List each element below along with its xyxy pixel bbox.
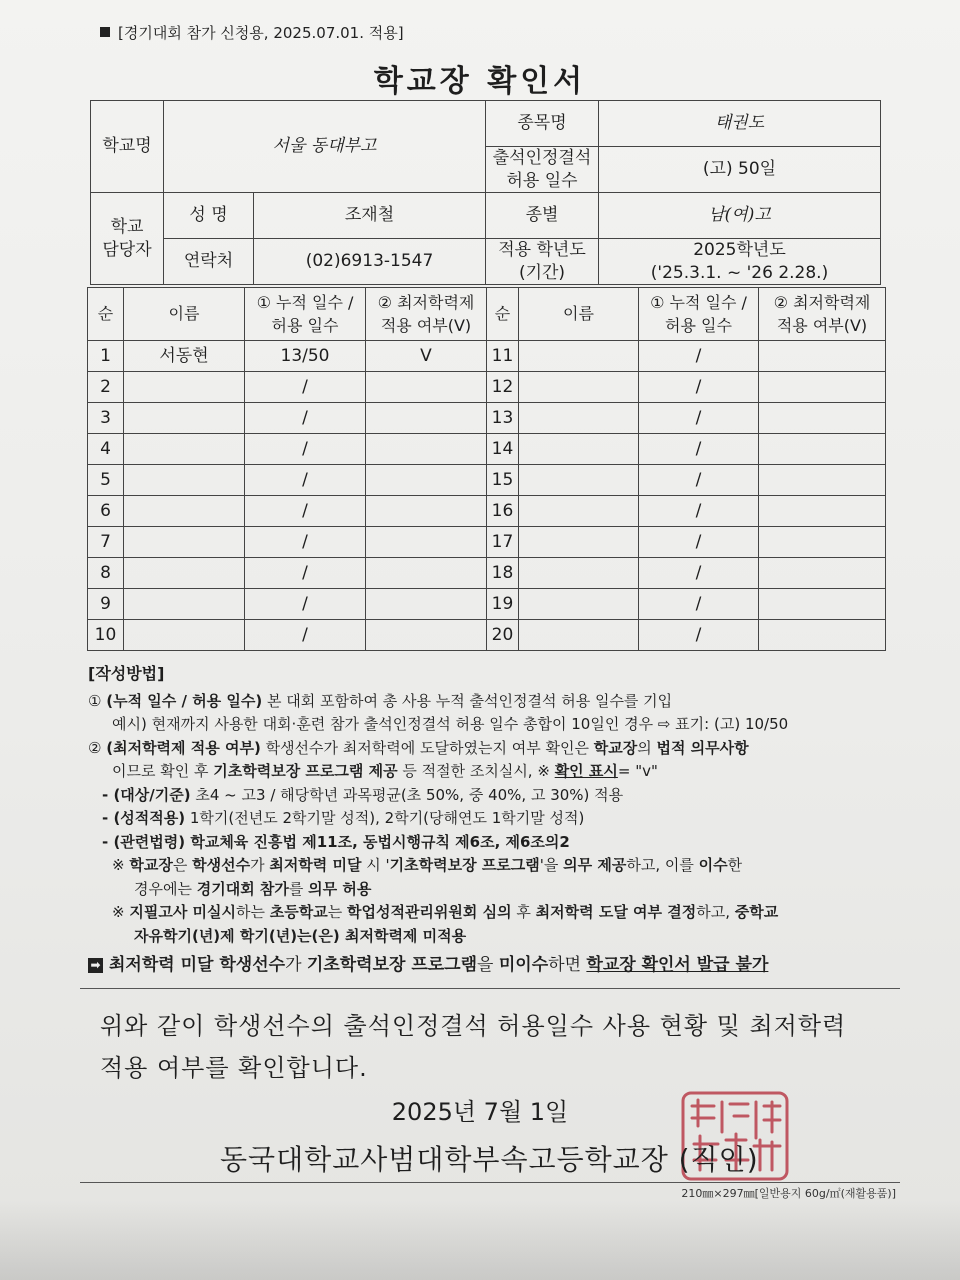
table-row — [88, 496, 886, 527]
note-1-example: 예시) 현재까지 사용한 대회·훈련 참가 출석인정결석 허용 일수 총합이 10일인 경우 ⇨ 표기: (고) 10/50 — [112, 715, 789, 733]
r2-i: 하고, — [696, 903, 735, 921]
note-2-mark: ② — [88, 738, 102, 757]
r1-i: '을 — [539, 856, 564, 874]
row-no: 20 — [487, 620, 519, 651]
row-days: / — [245, 403, 366, 434]
col-no-left: 순 — [88, 288, 124, 341]
row-days: / — [245, 496, 366, 527]
remark-2-line-2: 자유학기(년)제 학기(년)는(은) 최저학력제 미적용 — [134, 926, 467, 945]
row-name — [519, 465, 639, 496]
r1-h: 기초학력보장 프로그램 — [389, 856, 540, 874]
row-days: / — [245, 372, 366, 403]
row-days: / — [245, 527, 366, 558]
r2-b: 지필고사 미실시 — [129, 903, 236, 921]
table-row — [88, 465, 886, 496]
table-row — [88, 620, 886, 651]
manager-name-value: 조재철 — [254, 193, 486, 239]
col-days-left — [245, 288, 366, 341]
table-row — [88, 372, 886, 403]
row-days: / — [245, 558, 366, 589]
r1-d: 학생선수 — [192, 856, 251, 874]
school-year-value-2: ('25.3.1. ~ '26 2.28.) — [650, 262, 829, 283]
r1-g: 시 ' — [361, 856, 390, 874]
row-name — [124, 434, 245, 465]
note-2-line-2 — [88, 760, 898, 784]
contact-label: 연락처 — [164, 239, 254, 285]
detail-grades — [88, 807, 898, 831]
category-value: 남(여)고 — [599, 193, 881, 239]
col-min-right — [759, 288, 886, 341]
note-1 — [88, 690, 898, 714]
issue-date: 2025년 7월 1일 — [391, 1098, 569, 1126]
note-2-line2-bold: 기초학력보장 프로그램 제공 — [213, 762, 398, 780]
confirmation-line-1: 위와 같이 학생선수의 출석인정결석 허용일수 사용 현황 및 최저학력 — [100, 1012, 847, 1040]
detail-target-text: 초4 ~ 고3 / 해당학년 과목평균(초 50%, 중 40%, 고 30%) 적용 — [190, 785, 624, 804]
school-info-table — [90, 100, 881, 285]
col-min-left-1: ② 최저학력제 — [377, 292, 475, 312]
note-2 — [88, 737, 898, 761]
row-check — [759, 558, 886, 589]
table-row — [88, 341, 886, 372]
note-2-text-a: 학생선수가 최저학력에 도달하였는지 여부 확인은 — [260, 738, 594, 757]
table-row — [88, 527, 886, 558]
table-row — [88, 589, 886, 620]
row-no: 17 — [487, 527, 519, 558]
row-no: 13 — [487, 403, 519, 434]
row-check — [366, 434, 487, 465]
event-label: 종목명 — [486, 101, 599, 147]
page-shadow — [0, 1200, 960, 1280]
row-check — [759, 403, 886, 434]
r1-line2-a: 경우에는 — [134, 879, 197, 898]
manager-label — [91, 193, 164, 285]
col-min-left-2: 적용 여부(V) — [380, 316, 472, 335]
row-days: / — [639, 434, 759, 465]
detail-target — [88, 784, 898, 808]
r2-h: 최저학력 도달 여부 결정 — [535, 903, 697, 921]
note-2-line2-a: 이므로 확인 후 — [112, 762, 214, 780]
row-name — [124, 558, 245, 589]
row-no: 1 — [88, 341, 124, 372]
note-1-bold: (누적 일수 / 허용 일수) — [106, 691, 263, 710]
r2-f: 학업성적관리위원회 심의 — [346, 903, 512, 921]
remark-1 — [88, 854, 898, 878]
warn-b: 가 — [285, 955, 307, 975]
allowed-days-label-2: 허용 일수 — [506, 170, 578, 191]
row-days: / — [245, 434, 366, 465]
row-check — [759, 465, 886, 496]
remark-1-mark: ※ — [112, 856, 130, 874]
row-name — [124, 527, 245, 558]
row-name — [124, 465, 245, 496]
row-days: / — [245, 620, 366, 651]
table-row — [88, 434, 886, 465]
warn-c: 기초학력보장 프로그램 — [306, 955, 478, 975]
row-check — [366, 403, 487, 434]
allowed-days-label-1: 출석인정결석 — [492, 148, 592, 169]
note-2-line2-c: = "v" — [617, 762, 658, 780]
row-name — [519, 558, 639, 589]
school-year-value — [599, 239, 881, 285]
warn-f: 하면 — [548, 955, 587, 975]
col-min-right-2: 적용 여부(V) — [776, 316, 868, 335]
table-row — [88, 558, 886, 589]
row-name — [519, 372, 639, 403]
r1-k: 하고, 이를 — [626, 856, 699, 874]
r1-line2-d: 의무 허용 — [308, 879, 372, 898]
row-no: 2 — [88, 372, 124, 403]
row-check — [366, 372, 487, 403]
category-label: 종별 — [486, 193, 599, 239]
school-year-value-1: 2025학년도 — [693, 240, 786, 261]
detail-grades-bold: - (성적적용) — [102, 809, 186, 827]
row-no: 3 — [88, 403, 124, 434]
detail-target-bold: - (대상/기준) — [102, 785, 191, 804]
confirmation-statement — [100, 1005, 900, 1089]
row-check — [759, 372, 886, 403]
r2-c: 하는 — [236, 903, 270, 921]
row-name — [519, 620, 639, 651]
row-no: 16 — [487, 496, 519, 527]
warn-a: 최저학력 미달 학생선수 — [109, 955, 286, 975]
note-2-bold-d: 법적 의무사항 — [656, 738, 749, 757]
confirmation-line-2: 적용 여부를 확인합니다. — [100, 1054, 368, 1082]
col-days-left-2: 허용 일수 — [271, 316, 339, 335]
col-no-right: 순 — [487, 288, 519, 341]
col-min-left — [366, 288, 487, 341]
row-no: 5 — [88, 465, 124, 496]
row-no: 19 — [487, 589, 519, 620]
col-name-right: 이름 — [519, 288, 639, 341]
row-check — [759, 341, 886, 372]
row-days: / — [639, 589, 759, 620]
row-days: 13/50 — [245, 341, 366, 372]
row-no: 18 — [487, 558, 519, 589]
remark-2 — [88, 901, 898, 925]
warn-d: 을 — [477, 955, 499, 975]
row-name — [519, 496, 639, 527]
paper-spec: 210㎜×297㎜[일반용지 60g/㎡(재활용품)] — [681, 1187, 896, 1200]
row-name — [124, 403, 245, 434]
form-note — [100, 22, 404, 43]
row-check — [366, 496, 487, 527]
row-name — [124, 496, 245, 527]
row-days: / — [639, 496, 759, 527]
col-days-right-2: 허용 일수 — [665, 316, 732, 335]
divider-bottom — [80, 1182, 900, 1183]
instructions-heading: [작성방법] — [88, 664, 165, 683]
warning-line — [88, 954, 898, 978]
school-year-label — [486, 239, 599, 285]
row-check: V — [366, 341, 487, 372]
row-no: 9 — [88, 589, 124, 620]
r2-d: 초등학교 — [269, 903, 328, 921]
warn-e: 미이수 — [498, 955, 549, 975]
arrow-box-icon: ➡ — [88, 958, 103, 973]
row-no: 15 — [487, 465, 519, 496]
manager-name-label: 성 명 — [164, 193, 254, 239]
contact-value: (02)6913-1547 — [254, 239, 486, 285]
row-check — [366, 527, 487, 558]
remark-1-line-2 — [88, 878, 898, 902]
principal-signature: 동국대학교사범대학부속고등학교장 (직인) — [220, 1143, 759, 1176]
r1-l: 이수 — [698, 856, 728, 874]
form-note-text: [경기대회 참가 신청용, 2025.07.01. 적용] — [118, 24, 404, 42]
col-name-left: 이름 — [124, 288, 245, 341]
col-days-right — [639, 288, 759, 341]
row-no: 6 — [88, 496, 124, 527]
r1-line2-b: 경기대회 참가 — [196, 879, 289, 898]
remark-2-mark: ※ — [112, 903, 130, 921]
r1-e: 가 — [250, 856, 270, 874]
note-2-bold-b: 학교장 — [593, 738, 638, 757]
row-check — [759, 527, 886, 558]
row-no: 7 — [88, 527, 124, 558]
row-name — [519, 589, 639, 620]
r1-f: 최저학력 미달 — [269, 856, 362, 874]
row-no: 8 — [88, 558, 124, 589]
row-check — [366, 589, 487, 620]
document-title: 학교장 확인서 — [373, 64, 587, 99]
instructions — [88, 662, 898, 978]
row-check — [366, 465, 487, 496]
school-name-value: 서울 동대부고 — [164, 101, 486, 193]
r1-line2-c: 를 — [288, 879, 309, 898]
row-days: / — [639, 341, 759, 372]
manager-label-1: 학교 — [110, 217, 144, 238]
row-check — [366, 620, 487, 651]
row-no: 11 — [487, 341, 519, 372]
allowed-days-label — [486, 147, 599, 193]
note-1-mark: ① — [88, 691, 102, 710]
row-name — [519, 403, 639, 434]
r1-b: 학교장 — [129, 856, 173, 874]
row-no: 12 — [487, 372, 519, 403]
col-min-right-1: ② 최저학력제 — [773, 292, 871, 312]
event-value: 태권도 — [599, 101, 881, 147]
row-name — [519, 341, 639, 372]
row-name — [124, 620, 245, 651]
row-no: 4 — [88, 434, 124, 465]
r2-e: 는 — [327, 903, 347, 921]
divider-top — [80, 988, 900, 989]
manager-label-2: 담당자 — [102, 239, 152, 260]
row-check — [759, 620, 886, 651]
r1-m: 한 — [727, 856, 743, 874]
r2-j: 중학교 — [734, 903, 779, 921]
school-year-label-2: (기간) — [518, 262, 566, 283]
note-1-text: 본 대회 포함하여 총 사용 누적 출석인정결석 허용 일수를 기입 — [262, 691, 673, 710]
note-2-bold: (최저학력제 적용 여부) — [106, 738, 261, 757]
note-2-line2-b: 등 적절한 조치실시, ※ — [397, 762, 555, 780]
row-name: 서동현 — [124, 341, 245, 372]
row-name — [124, 589, 245, 620]
row-check — [759, 496, 886, 527]
detail-grades-text: 1학기(전년도 2학기말 성적), 2학기(당해연도 1학기말 성적) — [185, 809, 585, 827]
row-days: / — [639, 465, 759, 496]
note-2-text-c: 의 — [637, 738, 657, 757]
col-days-left-1: ① 누적 일수 / — [256, 292, 354, 312]
row-name — [124, 372, 245, 403]
row-check — [759, 434, 886, 465]
row-name — [519, 434, 639, 465]
row-days: / — [245, 465, 366, 496]
row-days: / — [639, 558, 759, 589]
student-roster-table — [87, 287, 886, 651]
r1-j: 의무 제공 — [563, 856, 627, 874]
row-check — [366, 558, 487, 589]
school-year-label-1: 적용 학년도 — [498, 240, 586, 261]
row-days: / — [639, 620, 759, 651]
row-days: / — [639, 372, 759, 403]
school-name-label: 학교명 — [91, 101, 164, 193]
table-row — [88, 403, 886, 434]
square-bullet-icon — [100, 27, 110, 37]
warn-g: 학교장 확인서 발급 불가 — [586, 955, 769, 975]
row-days: / — [639, 527, 759, 558]
row-days: / — [245, 589, 366, 620]
col-days-right-1: ① 누적 일수 / — [650, 292, 747, 312]
row-no: 14 — [487, 434, 519, 465]
allowed-days-value: (고) 50일 — [599, 147, 881, 193]
row-no: 10 — [88, 620, 124, 651]
r1-c: 은 — [172, 856, 193, 874]
row-days: / — [639, 403, 759, 434]
note-2-line2-underline: 확인 표시 — [554, 762, 618, 780]
r2-g: 후 — [511, 903, 536, 921]
row-check — [759, 589, 886, 620]
row-name — [519, 527, 639, 558]
detail-law: - (관련법령) 학교체육 진흥법 제11조, 동법시행규칙 제6조, 제6조의2 — [102, 832, 570, 851]
